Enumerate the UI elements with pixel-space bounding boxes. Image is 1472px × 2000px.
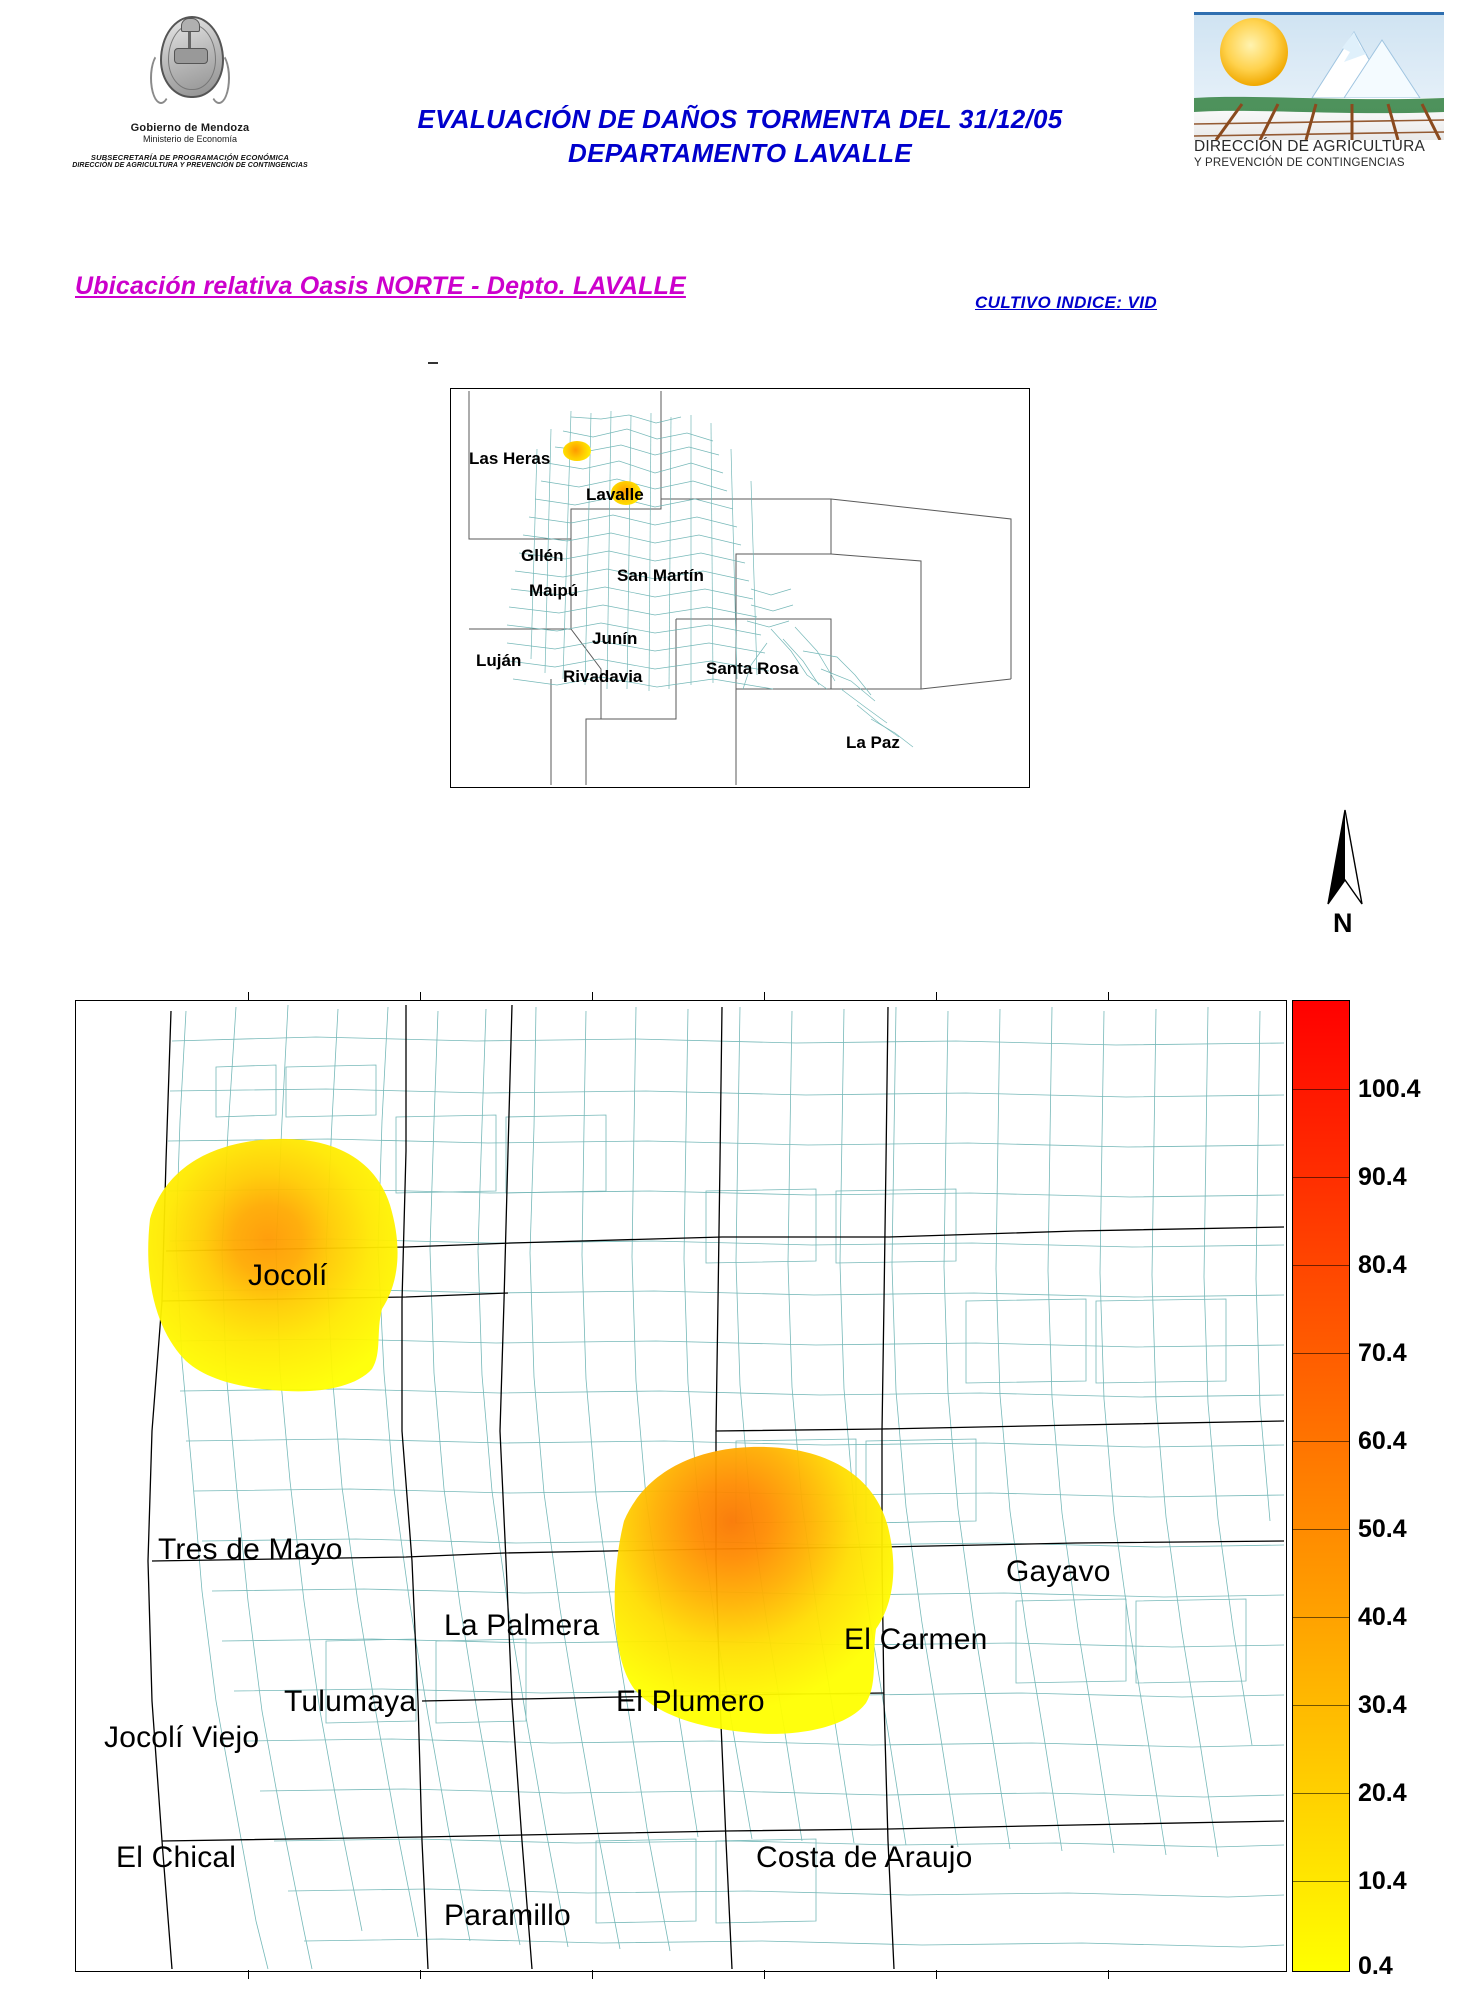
map-label-la-palmera: La Palmera (444, 1609, 600, 1642)
map-tick-top-5 (936, 992, 937, 1001)
page-header (0, 0, 1472, 200)
clasped-hands-icon (174, 48, 208, 64)
legend-tick-60: 60.4 (1358, 1427, 1407, 1455)
legend-tick-50: 50.4 (1358, 1515, 1407, 1543)
page-title-line-2: DEPARTAMENTO LAVALLE (568, 138, 912, 168)
laurel-left-icon (150, 52, 172, 104)
legend-separator (1293, 1089, 1349, 1090)
inset-label-maipu: Maipú (529, 581, 579, 600)
map-label-gayavo: Gayavo (1006, 1555, 1111, 1588)
agency-logo-line-2: Y PREVENCIÓN DE CONTINGENCIAS (1194, 157, 1405, 169)
coat-of-arms-icon (144, 8, 236, 120)
main-map-vectors (76, 1001, 1286, 1971)
inset-label-san-martin: San Martín (617, 566, 704, 585)
inset-highlight-las-heras (563, 441, 591, 461)
legend-tick-100: 100.4 (1358, 1075, 1421, 1103)
legend-separator (1293, 1881, 1349, 1882)
inset-label-junin: Junín (592, 629, 638, 648)
government-name: Gobierno de Mendoza (130, 122, 250, 134)
legend-separator (1293, 1441, 1349, 1442)
page-title (300, 102, 1180, 170)
inset-label-santa-rosa: Santa Rosa (706, 659, 799, 678)
legend-separator (1293, 1793, 1349, 1794)
government-coat-of-arms (60, 8, 320, 169)
map-tick-bottom-3 (592, 1970, 593, 1979)
legend-tick-0: 0.4 (1358, 1952, 1393, 1980)
inset-label-la-paz: La Paz (846, 733, 900, 752)
map-label-costa-de-araujo: Costa de Araujo (756, 1841, 973, 1874)
map-tick-bottom-5 (936, 1970, 937, 1979)
legend-tick-90: 90.4 (1358, 1163, 1407, 1191)
map-tick-bottom-1 (248, 1970, 249, 1979)
legend-separator (1293, 1265, 1349, 1266)
map-label-el-plumero: El Plumero (616, 1685, 765, 1718)
inset-label-guaymallen: Gllén (521, 546, 564, 565)
map-label-jocoli: Jocolí (248, 1259, 328, 1292)
legend-separator (1293, 1353, 1349, 1354)
legend-tick-10: 10.4 (1358, 1867, 1407, 1895)
legend-tick-20: 20.4 (1358, 1779, 1407, 1807)
legend-tick-40: 40.4 (1358, 1603, 1407, 1631)
map-label-el-carmen: El Carmen (844, 1623, 988, 1656)
map-tick-top-3 (592, 992, 593, 1001)
legend-gradient (1293, 1001, 1349, 1971)
direction-name: DIRECCIÓN DE AGRICULTURA Y PREVENCIÓN DE CONTINGENCIAS (72, 162, 308, 169)
legend-separator (1293, 1617, 1349, 1618)
damage-color-legend (1292, 1000, 1350, 1972)
inset-label-lujan: Luján (476, 651, 522, 670)
inset-map-subtitle: Ubicación relativa Oasis NORTE - Depto. LAVALLE (75, 272, 686, 300)
legend-tick-30: 30.4 (1358, 1691, 1407, 1719)
map-label-el-chical: El Chical (116, 1841, 237, 1874)
inset-map-dash-marker (428, 362, 438, 364)
damage-zones (148, 1139, 893, 1734)
map-tick-top-6 (1108, 992, 1109, 1001)
north-arrow-label: N (1333, 908, 1353, 938)
map-label-tres-de-mayo: Tres de Mayo (158, 1533, 343, 1566)
subsecretariat-name: SUBSECRETARÍA DE PROGRAMACIÓN ECONÓMICA (90, 153, 290, 162)
legend-tick-70: 70.4 (1358, 1339, 1407, 1367)
map-tick-bottom-6 (1108, 1970, 1109, 1979)
inset-label-rivadavia: Rivadavia (563, 667, 643, 686)
agency-logo-icon (1194, 12, 1444, 140)
map-tick-bottom-4 (764, 1970, 765, 1979)
inset-locator-map (450, 388, 1030, 788)
main-damage-map (75, 1000, 1287, 1972)
page-title-line-1: EVALUACIÓN DE DAÑOS TORMENTA DEL 31/12/05 (417, 104, 1063, 134)
map-tick-bottom-2 (420, 1970, 421, 1979)
phrygian-cap-icon (181, 18, 200, 32)
crop-index-label: CULTIVO INDICE: VID (975, 293, 1158, 312)
inset-label-lavalle: Lavalle (586, 485, 644, 504)
legend-separator (1293, 1177, 1349, 1178)
legend-separator (1293, 1705, 1349, 1706)
agency-logo (1194, 12, 1444, 182)
legend-tick-80: 80.4 (1358, 1251, 1407, 1279)
map-label-tulumaya: Tulumaya (284, 1685, 417, 1718)
agency-logo-line-1: DIRECCIÓN DE AGRICULTURA (1194, 138, 1426, 155)
ministry-name: Ministerio de Economía (142, 134, 238, 144)
map-label-jocoli-viejo: Jocolí Viejo (104, 1721, 260, 1754)
inset-label-las-heras: Las Heras (469, 449, 551, 468)
legend-separator (1293, 1529, 1349, 1530)
map-tick-top-1 (248, 992, 249, 1001)
map-label-paramillo: Paramillo (444, 1899, 571, 1932)
laurel-right-icon (208, 52, 230, 104)
map-tick-top-2 (420, 992, 421, 1001)
map-tick-top-4 (764, 992, 765, 1001)
